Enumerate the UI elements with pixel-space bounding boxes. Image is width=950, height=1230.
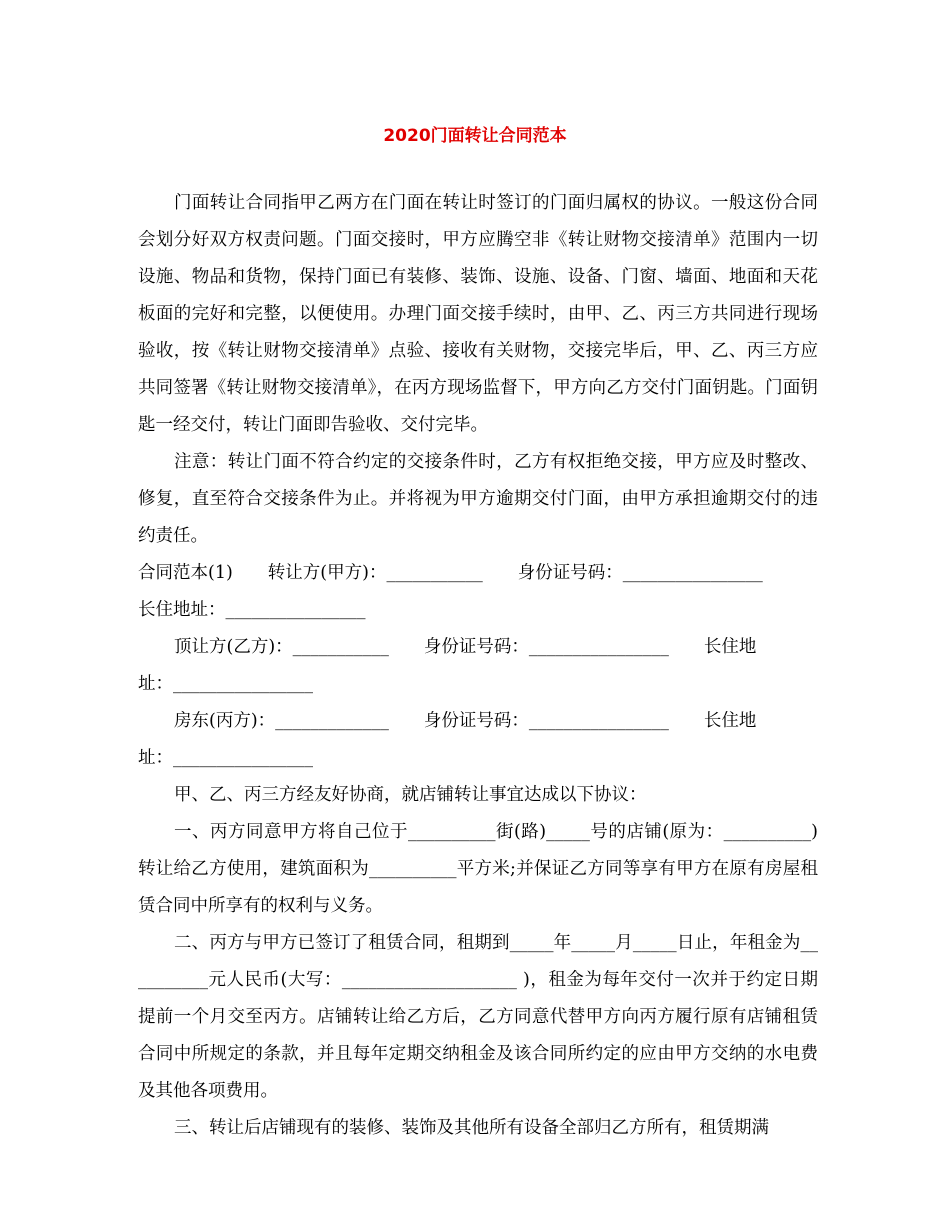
agreement-intro: 甲、乙、丙三方经友好协商，就店铺转让事宜达成以下协议： <box>174 785 647 805</box>
party-c-line: 房东(丙方)：_____________ 身份证号码：________________ 长住地 <box>174 711 757 731</box>
note-paragraph: 注意：转让门面不符合约定的交接条件时，乙方有权拒绝交接，甲方应及时整改、修复，直至符合交接条件为止。并将视为甲方逾期交付门面，由甲方承担逾期交付的违约责任。 <box>138 452 818 546</box>
clause-1: 一、丙方同意甲方将自己位于__________街(路)_____号的店铺(原为：__________)转让给乙方使用，建筑面积为__________平方米;并保证乙方同等享有甲方在原有房屋租赁合同中所享有的权利与义务。 <box>138 822 818 916</box>
party-c-address: 址：________________ <box>138 748 313 768</box>
party-a-line: 合同范本(1) 转让方(甲方)：___________ 身份证号码：________________ <box>138 563 763 583</box>
party-b-address: 址：________________ <box>138 674 313 694</box>
party-a-address: 长住地址：________________ <box>138 600 366 620</box>
party-b-line: 顶让方(乙方)：___________ 身份证号码：________________ 长住地 <box>174 637 757 657</box>
clause-2: 二、丙方与甲方已签订了租赁合同，租期到_____年_____月_____日止，年租金为__________元人民币(大写：____________________ )，租金为每年交付一次并于约定日期提前一个月交至丙方。店铺转让给乙方后，乙方同意代替甲方向丙方履行原有店铺租赁合同中所规定的条款，并且每年定期交纳租金及该合同所约定的应由甲方交纳的水电费及其他各项费用。 <box>138 933 818 1101</box>
clause-3: 三、转让后店铺现有的装修、装饰及其他所有设备全部归乙方所有，租赁期满 <box>174 1118 769 1138</box>
document-body <box>138 185 818 1147</box>
document-title: 2020门面转让合同范本 <box>383 126 567 146</box>
intro-paragraph: 门面转让合同指甲乙两方在门面在转让时签订的门面归属权的协议。一般这份合同会划分好双方权责问题。门面交接时，甲方应腾空非《转让财物交接清单》范围内一切设施、物品和货物，保持门面已有装修、装饰、设施、设备、门窗、墙面、地面和天花板面的完好和完整，以便使用。办理门面交接手续时，由甲、乙、丙三方共同进行现场验收，按《转让财物交接清单》点验、接收有关财物，交接完毕后，甲、乙、丙三方应共同签署《转让财物交接清单》，在丙方现场监督下，甲方向乙方交付门面钥匙。门面钥匙一经交付，转让门面即告验收、交付完毕。 <box>138 193 818 435</box>
